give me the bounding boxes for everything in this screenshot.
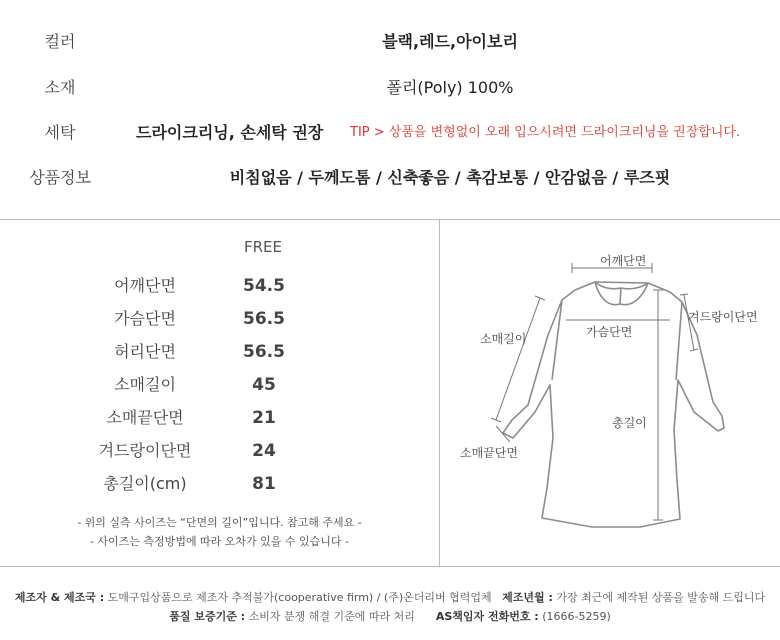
info-row-color bbox=[0, 25, 780, 59]
quality-label: 품질 보증기준 : bbox=[169, 610, 246, 623]
as-phone-label: AS책임자 전화번호 : bbox=[435, 610, 539, 623]
diagram-label-chest: 가슴단면 bbox=[586, 325, 633, 339]
size-note-2: - 사이즈는 측정방법에 따라 오차가 있을 수 있습니다 - bbox=[89, 535, 350, 548]
manufacturer-value: 도매구입상품으로 제조자 추적불가(cooperative firm) / (주)온더리버 협력업체 bbox=[107, 591, 492, 604]
diagram-label-armpit: 겨드랑이단면 bbox=[688, 310, 758, 324]
size-row bbox=[0, 435, 439, 467]
footer-line-2 bbox=[0, 608, 780, 624]
washing-value: 드라이크리닝, 손세탁 권장 bbox=[136, 123, 324, 142]
size-row bbox=[0, 468, 439, 500]
size-label: 허리단면 bbox=[114, 342, 176, 361]
as-phone-value: (1666-5259) bbox=[542, 610, 611, 623]
color-value: 블랙,레드,아이보리 bbox=[382, 32, 518, 51]
info-row-details bbox=[0, 161, 780, 195]
manufacture-date-label: 제조년월 : bbox=[502, 591, 553, 604]
size-value: 24 bbox=[252, 441, 276, 461]
size-value: 54.5 bbox=[243, 276, 285, 296]
material-value: 폴리(Poly) 100% bbox=[386, 78, 514, 97]
washing-label: 세탁 bbox=[44, 123, 76, 142]
size-label: 소매끝단면 bbox=[106, 408, 184, 427]
material-label: 소재 bbox=[44, 78, 76, 97]
size-header: FREE bbox=[243, 238, 282, 256]
size-row bbox=[0, 369, 439, 401]
size-label: 가슴단면 bbox=[114, 309, 176, 328]
size-note-1: - 위의 실측 사이즈는 “단면의 길이”입니다. 참고해 주세요 - bbox=[77, 516, 362, 529]
size-row bbox=[0, 336, 439, 368]
size-row bbox=[0, 402, 439, 434]
manufacture-date-value: 가장 최근에 제작된 상품을 발송해 드립니다 bbox=[556, 591, 766, 604]
size-label: 겨드랑이단면 bbox=[98, 441, 192, 460]
quality-value: 소비자 분쟁 해결 기준에 따라 처리 bbox=[248, 610, 415, 623]
manufacturer-label: 제조자 & 제조국 : bbox=[14, 591, 105, 604]
info-row-washing bbox=[0, 116, 780, 150]
size-value: 56.5 bbox=[243, 342, 285, 362]
size-value: 56.5 bbox=[243, 309, 285, 329]
color-label: 컬러 bbox=[44, 32, 76, 51]
size-row bbox=[0, 270, 439, 302]
size-label: 어깨단면 bbox=[114, 276, 176, 295]
divider-bottom bbox=[0, 566, 780, 567]
size-row bbox=[0, 303, 439, 335]
diagram-label-sleeve: 소매길이 bbox=[480, 332, 527, 346]
washing-tip: TIP > 상품을 변형없이 오래 입으시려면 드라이크리닝을 권장합니다. bbox=[350, 125, 741, 140]
diagram-label-shoulder: 어깨단면 bbox=[600, 254, 647, 268]
details-label: 상품정보 bbox=[29, 168, 91, 187]
size-label: 소매길이 bbox=[114, 375, 176, 394]
size-value: 81 bbox=[252, 474, 276, 494]
details-value: 비침없음 / 두께도톰 / 신축좋음 / 촉감보통 / 안감없음 / 루즈핏 bbox=[229, 168, 671, 187]
diagram-label-total: 총길이 bbox=[612, 416, 647, 430]
size-value: 21 bbox=[252, 408, 276, 428]
dress-illustration bbox=[440, 220, 780, 566]
diagram-label-cuff: 소매끝단면 bbox=[460, 446, 518, 460]
size-label: 총길이(cm) bbox=[103, 474, 187, 493]
garment-diagram bbox=[440, 220, 780, 566]
footer-line-1 bbox=[0, 589, 780, 605]
size-value: 45 bbox=[252, 375, 276, 395]
info-row-material bbox=[0, 71, 780, 105]
